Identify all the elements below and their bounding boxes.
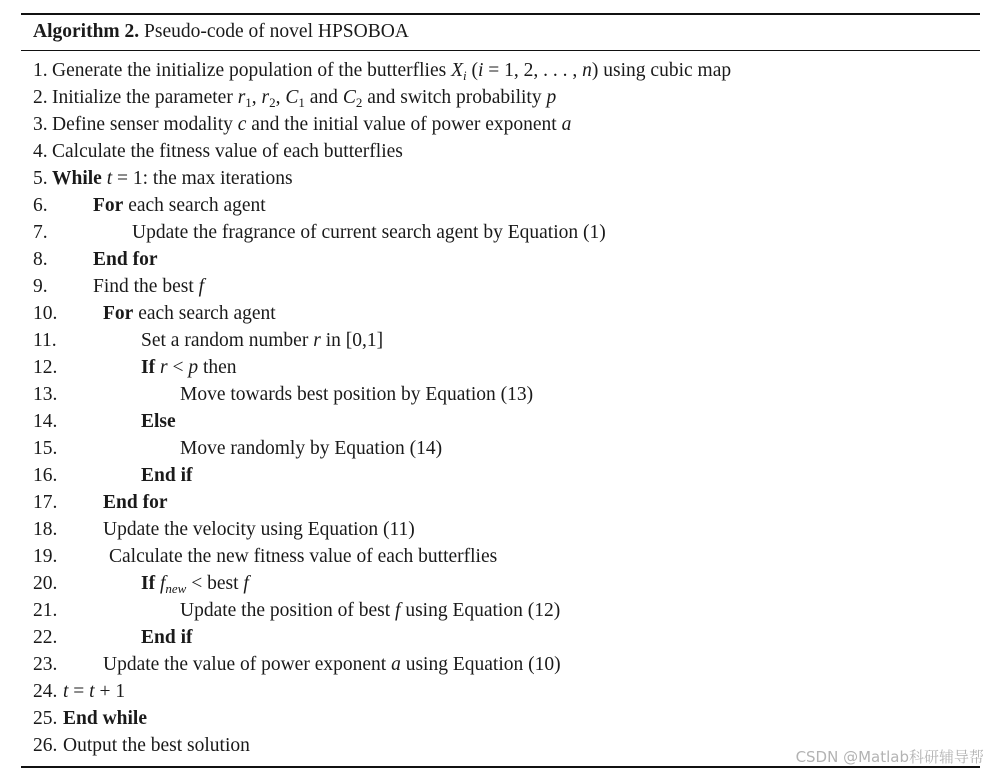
watermark: CSDN @Matlab科研辅导帮 — [795, 748, 984, 766]
top-rule — [21, 13, 980, 15]
line-text-part: using Equation (10) — [400, 654, 561, 675]
line-number: 14 . — [33, 408, 57, 435]
line-text-part: Find the best — [93, 276, 199, 297]
algorithm-caption — [33, 19, 409, 45]
line-number: 8 . — [33, 246, 48, 273]
line-text-part: , — [275, 87, 286, 108]
line-number: 24 . — [33, 678, 57, 705]
line-text-part: Move towards best position by Equation (13) — [180, 384, 534, 405]
line-text-part: r — [237, 87, 246, 108]
line-text-part: For — [103, 303, 134, 324]
algorithm-title: Pseudo-code of novel HPSOBOA — [139, 21, 409, 42]
line-text — [132, 219, 606, 246]
line-text — [141, 462, 192, 489]
line-text — [180, 597, 560, 624]
pseudo-code-line — [0, 651, 996, 678]
pseudo-code-line — [0, 489, 996, 516]
line-text-part: ( — [466, 60, 478, 81]
line-text-part: f — [159, 573, 166, 594]
line-text-part: End if — [141, 627, 193, 648]
pseudo-code-body — [0, 57, 996, 759]
pseudo-code-line — [0, 543, 996, 570]
line-text-part: r — [261, 87, 270, 108]
line-number: 1 . — [33, 57, 48, 84]
pseudo-code-line — [0, 678, 996, 705]
line-text-part: f — [395, 600, 401, 621]
line-text — [93, 246, 157, 273]
line-text-part: i — [478, 60, 484, 81]
line-text-part: Update the value of power exponent — [103, 654, 392, 675]
line-text-part: p — [546, 87, 557, 108]
line-text-part: p — [188, 357, 199, 378]
pseudo-code-line — [0, 570, 996, 597]
line-number: 7 . — [33, 219, 48, 246]
line-text-part: = — [68, 681, 90, 702]
line-text-part: ) using cubic map — [591, 60, 732, 81]
line-text-part: C — [342, 87, 356, 108]
line-text-part: End for — [103, 492, 168, 513]
line-number: 22 . — [33, 624, 57, 651]
line-text-part: < — [167, 357, 189, 378]
line-text-part: c — [237, 114, 247, 135]
line-text — [52, 111, 571, 138]
line-text — [109, 543, 497, 570]
pseudo-code-line — [0, 435, 996, 462]
line-number: 6 . — [33, 192, 48, 219]
line-text — [141, 624, 192, 651]
pseudo-code-line — [0, 111, 996, 138]
line-text — [63, 732, 250, 759]
line-text-part: a — [561, 114, 572, 135]
line-number: 17 . — [33, 489, 57, 516]
line-text — [93, 192, 266, 219]
pseudo-code-line — [0, 84, 996, 111]
line-number: 2 . — [33, 84, 48, 111]
pseudo-code-line — [0, 165, 996, 192]
line-text-part: C — [285, 87, 299, 108]
line-text-part: If — [141, 357, 156, 378]
line-text — [180, 435, 442, 462]
line-text-part: X — [451, 60, 463, 81]
line-number: 16 . — [33, 462, 57, 489]
line-text-part: , — [251, 87, 262, 108]
pseudo-code-line — [0, 354, 996, 381]
line-text-part: < best — [186, 573, 244, 594]
line-number: 25 . — [33, 705, 57, 732]
pseudo-code-line — [0, 327, 996, 354]
line-text — [93, 273, 204, 300]
line-text-part: 1 — [245, 95, 252, 110]
line-number: 23 . — [33, 651, 57, 678]
line-text-part: Generate the initialize population of the butterflies — [52, 60, 452, 81]
line-text — [52, 138, 403, 165]
line-number: 12 . — [33, 354, 57, 381]
line-text-part: Update the fragrance of current search agent by Equation (1) — [132, 222, 606, 243]
line-text — [103, 516, 415, 543]
line-text-part: then — [198, 357, 237, 378]
line-text-part: in [0,1] — [320, 330, 384, 351]
line-text-part: r — [159, 357, 168, 378]
line-text — [63, 678, 125, 705]
line-number: 9 . — [33, 273, 48, 300]
pseudo-code-line — [0, 408, 996, 435]
line-number: 21 . — [33, 597, 57, 624]
pseudo-code-line — [0, 597, 996, 624]
line-text — [141, 327, 383, 354]
pseudo-code-line — [0, 138, 996, 165]
pseudo-code-line — [0, 462, 996, 489]
line-number: 5 . — [33, 165, 48, 192]
pseudo-code-line — [0, 219, 996, 246]
pseudo-code-line — [0, 705, 996, 732]
line-text-part: i — [463, 68, 467, 83]
line-number: 18 . — [33, 516, 57, 543]
line-text-part: Initialize the parameter — [52, 87, 238, 108]
line-text-part: n — [582, 60, 592, 81]
line-number: 19 . — [33, 543, 57, 570]
line-text-part: r — [313, 330, 321, 351]
line-text-part: End while — [63, 708, 147, 729]
line-text — [103, 300, 276, 327]
pseudo-code-line — [0, 300, 996, 327]
line-text — [103, 651, 561, 678]
line-text-part: Update the position of best — [180, 600, 396, 621]
pseudo-code-line — [0, 273, 996, 300]
line-number: 11 . — [33, 327, 57, 354]
line-number: 13 . — [33, 381, 57, 408]
line-text-part: f — [198, 276, 205, 297]
line-text-part: Define senser modality — [52, 114, 238, 135]
pseudo-code-line — [0, 516, 996, 543]
line-number: 20 . — [33, 570, 57, 597]
line-text-part: Calculate the fitness value of each butterflies — [52, 141, 403, 162]
line-number: 26 . — [33, 732, 57, 759]
line-text-part: Set a random number — [141, 330, 314, 351]
line-text-part: each search agent — [123, 195, 266, 216]
line-text-part: + 1 — [94, 681, 126, 702]
line-text — [103, 489, 167, 516]
pseudo-code-line — [0, 246, 996, 273]
line-number: 3 . — [33, 111, 48, 138]
line-text — [141, 354, 237, 381]
line-text-part: and — [304, 87, 343, 108]
line-text-part: Update the velocity using Equation (11) — [103, 519, 415, 540]
line-text-part: End if — [141, 465, 193, 486]
algorithm-label: Algorithm 2. — [33, 21, 140, 42]
line-text — [52, 57, 731, 84]
line-text-part: Move randomly by Equation (14) — [180, 438, 443, 459]
line-text-part: and the initial value of power exponent — [246, 114, 562, 135]
line-text-part: 2 — [269, 95, 276, 110]
line-text-part: t — [63, 681, 69, 702]
line-text-part: End for — [93, 249, 158, 270]
pseudo-code-line — [0, 57, 996, 84]
line-text — [63, 705, 147, 732]
line-text-part: Calculate the new fitness value of each butterflies — [109, 546, 498, 567]
line-text-part: Else — [141, 411, 176, 432]
line-text-part: t — [89, 681, 95, 702]
line-text-part: While — [52, 168, 102, 189]
line-number: 4 . — [33, 138, 48, 165]
line-text-part: 2 — [355, 95, 363, 110]
line-number: 10 . — [33, 300, 57, 327]
line-text-part: If — [141, 573, 156, 594]
line-text — [141, 408, 176, 435]
line-text — [141, 570, 249, 597]
line-text-part: f — [243, 573, 249, 594]
pseudo-code-line — [0, 624, 996, 651]
line-text-part: using Equation (12) — [400, 600, 561, 621]
line-number: 15 . — [33, 435, 57, 462]
line-text-part: new — [165, 581, 187, 596]
line-text-part: each search agent — [133, 303, 276, 324]
header-rule — [21, 50, 980, 51]
pseudo-code-line — [0, 381, 996, 408]
line-text-part: 1 — [298, 95, 305, 110]
line-text-part: Output the best solution — [63, 735, 250, 756]
line-text-part: = 1: the max iterations — [112, 168, 293, 189]
line-text — [180, 381, 533, 408]
line-text-part: and switch probability — [362, 87, 547, 108]
line-text — [52, 84, 556, 111]
line-text-part: a — [391, 654, 401, 675]
line-text-part: t — [106, 168, 113, 189]
pseudo-code-line — [0, 192, 996, 219]
line-text — [52, 165, 293, 192]
line-text-part: = 1, 2, . . . , — [483, 60, 583, 81]
line-text-part: For — [93, 195, 124, 216]
